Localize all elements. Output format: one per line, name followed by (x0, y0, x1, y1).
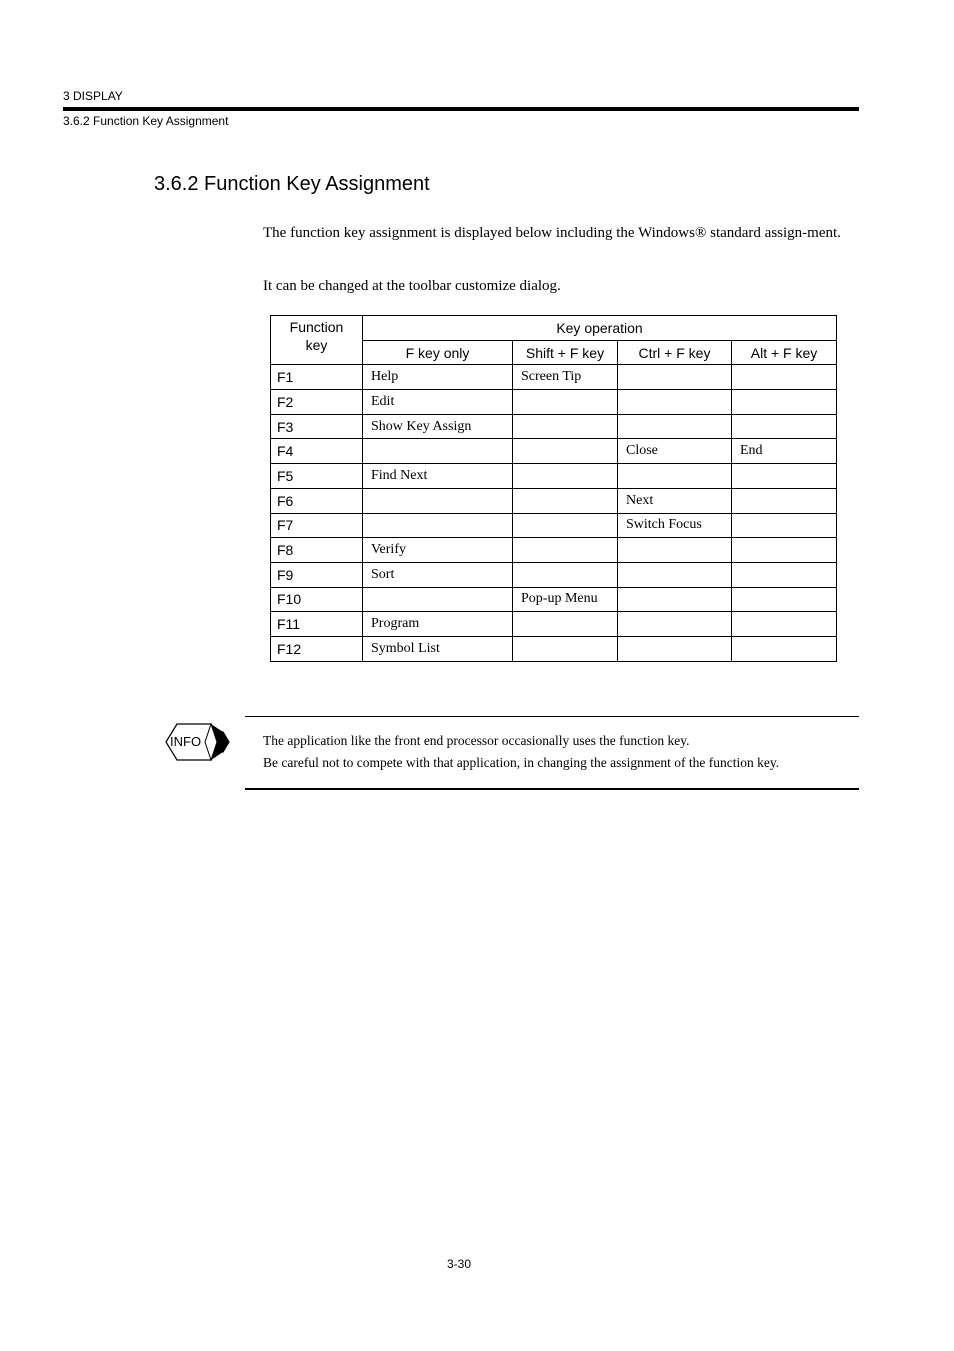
assignment-cell: Next (618, 488, 732, 513)
assignment-cell (618, 464, 732, 489)
info-label: INFO (170, 734, 202, 749)
assignment-cell (618, 636, 732, 661)
info-bottom-rule (245, 788, 859, 790)
assignment-cell (732, 464, 837, 489)
table-row (271, 636, 837, 661)
assignment-cell (513, 538, 618, 563)
function-key-cell: F5 (271, 464, 363, 489)
function-key-cell: F12 (271, 636, 363, 661)
assignment-cell (363, 439, 513, 464)
assignment-cell (513, 464, 618, 489)
assignment-cell (363, 513, 513, 538)
assignment-cell (513, 414, 618, 439)
table-row (271, 513, 837, 538)
function-key-table (270, 315, 837, 662)
table-row (271, 414, 837, 439)
assignment-cell (513, 612, 618, 637)
assignment-cell (732, 587, 837, 612)
assignment-cell (513, 636, 618, 661)
assignment-cell (363, 587, 513, 612)
header-ctrl-f-key: Ctrl + F key (618, 340, 732, 365)
table-row (271, 562, 837, 587)
assignment-cell: Sort (363, 562, 513, 587)
table-row (271, 538, 837, 563)
page-number: 3-30 (447, 1257, 472, 1271)
assignment-cell: Verify (363, 538, 513, 563)
function-key-cell: F11 (271, 612, 363, 637)
assignment-cell: Edit (363, 390, 513, 415)
assignment-cell: Close (618, 439, 732, 464)
assignment-cell: Find Next (363, 464, 513, 489)
function-key-cell: F4 (271, 439, 363, 464)
assignment-cell (618, 612, 732, 637)
intro-paragraph: The function key assignment is displayed below including the Windows® standard assign-ment. (263, 225, 841, 241)
assignment-cell (732, 538, 837, 563)
running-header-chapter: 3 DISPLAY (63, 89, 123, 103)
assignment-cell (618, 587, 732, 612)
assignment-cell (513, 562, 618, 587)
function-key-cell: F1 (271, 365, 363, 390)
running-header-section: 3.6.2 Function Key Assignment (63, 114, 229, 128)
function-key-cell: F9 (271, 562, 363, 587)
header-shift-f-key: Shift + F key (513, 340, 618, 365)
assignment-cell (732, 636, 837, 661)
assignment-cell (732, 488, 837, 513)
assignment-cell (732, 365, 837, 390)
assignment-cell: Symbol List (363, 636, 513, 661)
assignment-cell: Help (363, 365, 513, 390)
info-line-1: The application like the front end processor occasionally uses the function key. (263, 733, 690, 748)
assignment-cell: Program (363, 612, 513, 637)
function-key-table-body (271, 365, 837, 661)
header-alt-f-key: Alt + F key (732, 340, 837, 365)
assignment-cell (513, 513, 618, 538)
table-row (271, 464, 837, 489)
assignment-cell: Pop-up Menu (513, 587, 618, 612)
table-row (271, 612, 837, 637)
header-f-key-only: F key only (363, 340, 513, 365)
header-key-operation: Key operation (363, 316, 837, 341)
table-row (271, 488, 837, 513)
assignment-cell (732, 513, 837, 538)
table-row (271, 587, 837, 612)
assignment-cell: Switch Focus (618, 513, 732, 538)
header-function-key: Function key (271, 316, 363, 365)
function-key-cell: F8 (271, 538, 363, 563)
assignment-cell (732, 390, 837, 415)
assignment-cell (732, 612, 837, 637)
info-line-2: Be careful not to compete with that application, in changing the assignment of the function key. (263, 755, 780, 770)
assignment-cell: End (732, 439, 837, 464)
function-key-cell: F6 (271, 488, 363, 513)
function-key-cell: F2 (271, 390, 363, 415)
customize-paragraph: It can be changed at the toolbar customize dialog. (263, 278, 561, 294)
info-top-rule (245, 716, 859, 717)
assignment-cell (618, 390, 732, 415)
assignment-cell (618, 414, 732, 439)
function-key-cell: F10 (271, 587, 363, 612)
assignment-cell: Show Key Assign (363, 414, 513, 439)
header-rule (63, 107, 859, 111)
function-key-cell: F7 (271, 513, 363, 538)
assignment-cell (732, 414, 837, 439)
assignment-cell (513, 390, 618, 415)
assignment-cell (618, 562, 732, 587)
assignment-cell (618, 365, 732, 390)
assignment-cell (618, 538, 732, 563)
assignment-cell (513, 488, 618, 513)
assignment-cell (513, 439, 618, 464)
table-row (271, 365, 837, 390)
section-title: 3.6.2 Function Key Assignment (154, 173, 430, 195)
table-row (271, 390, 837, 415)
assignment-cell (363, 488, 513, 513)
assignment-cell (732, 562, 837, 587)
table-row (271, 439, 837, 464)
assignment-cell: Screen Tip (513, 365, 618, 390)
function-key-cell: F3 (271, 414, 363, 439)
